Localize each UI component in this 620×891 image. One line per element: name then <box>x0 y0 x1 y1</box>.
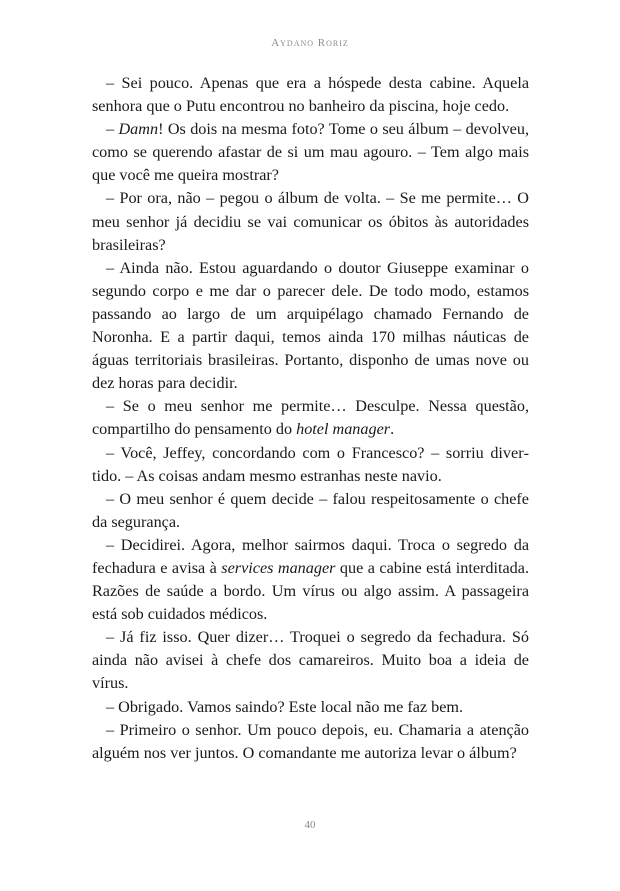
text-run: que a cabine está interditada. Razões de saúde a bordo. Um vírus ou algo assim. A passageira está sob cuidados médicos. <box>92 558 529 624</box>
text-run: – O meu senhor é quem decide – falou respeitosamente o chefe da segurança. <box>92 489 529 531</box>
paragraph <box>92 257 529 396</box>
text-run: ! Os dois na mesma foto? Tome o seu álbum – devolveu, como se querendo afastar de si um mau agouro. – Tem algo mais que você me queira mostrar? <box>92 120 529 185</box>
text-run: – <box>106 120 119 139</box>
paragraph <box>92 696 529 719</box>
text-run: – Ainda não. Estou aguardando o doutor Giuseppe examinar o segundo corpo e me dar o parecer dele. De todo modo, estamos passando ao largo de um arquipélago chamado Fernando de Noronha. E a partir daqui, temos ainda 170 milhas náuticas de águas territoriais brasileiras. Portanto, disponho de umas nove ou dez horas para decidir. <box>92 258 529 393</box>
text-run: – Decidirei. Agora, melhor sairmos daqui. Troca o segredo da fechadura e avisa à <box>92 535 529 577</box>
text-run: – Primeiro o senhor. Um pouco depois, eu. Chamaria a atenção alguém nos ver juntos. O comandante me autoriza levar o álbum? <box>92 720 529 762</box>
paragraph <box>92 534 529 626</box>
paragraph <box>92 187 529 256</box>
paragraph <box>92 395 529 441</box>
paragraph <box>92 719 529 765</box>
text-run: . <box>390 420 395 439</box>
page-number: 40 <box>304 819 316 831</box>
text-run: – Se o meu senhor me permite… Desculpe. Nessa questão, compartilho do pensamento do <box>92 397 529 439</box>
italic-text: Damn <box>118 120 159 139</box>
paragraph <box>92 118 529 187</box>
text-run: – Você, Jeffey, concordando com o Francesco? – sorriu divertido. – As coisas andam mesmo estranhas neste navio. <box>92 443 529 485</box>
body-text <box>92 72 529 765</box>
text-run: – Obrigado. Vamos saindo? Este local não me faz bem. <box>106 697 464 716</box>
italic-text: hotel manager <box>296 420 391 439</box>
italic-text: services manager <box>221 558 336 577</box>
text-run: – Sei pouco. Apenas que era a hóspede desta cabine. Aquela senhora que o Putu encontrou no banheiro da piscina, hoje cedo. <box>92 74 529 116</box>
text-run: – Já fiz isso. Quer dizer… Troquei o segredo da fechadura. Só ainda não avisei à chefe dos camareiros. Muito boa a ideia de vírus. <box>92 628 529 693</box>
paragraph <box>92 626 529 695</box>
paragraph <box>92 72 529 118</box>
paragraph <box>92 442 529 488</box>
text-run: – Por ora, não – pegou o álbum de volta. – Se me permite… O meu senhor já decidiu se vai comunicar os óbitos às autoridades brasileiras? <box>92 189 529 254</box>
paragraph <box>92 488 529 534</box>
running-head: Aydano Roriz <box>271 37 349 49</box>
